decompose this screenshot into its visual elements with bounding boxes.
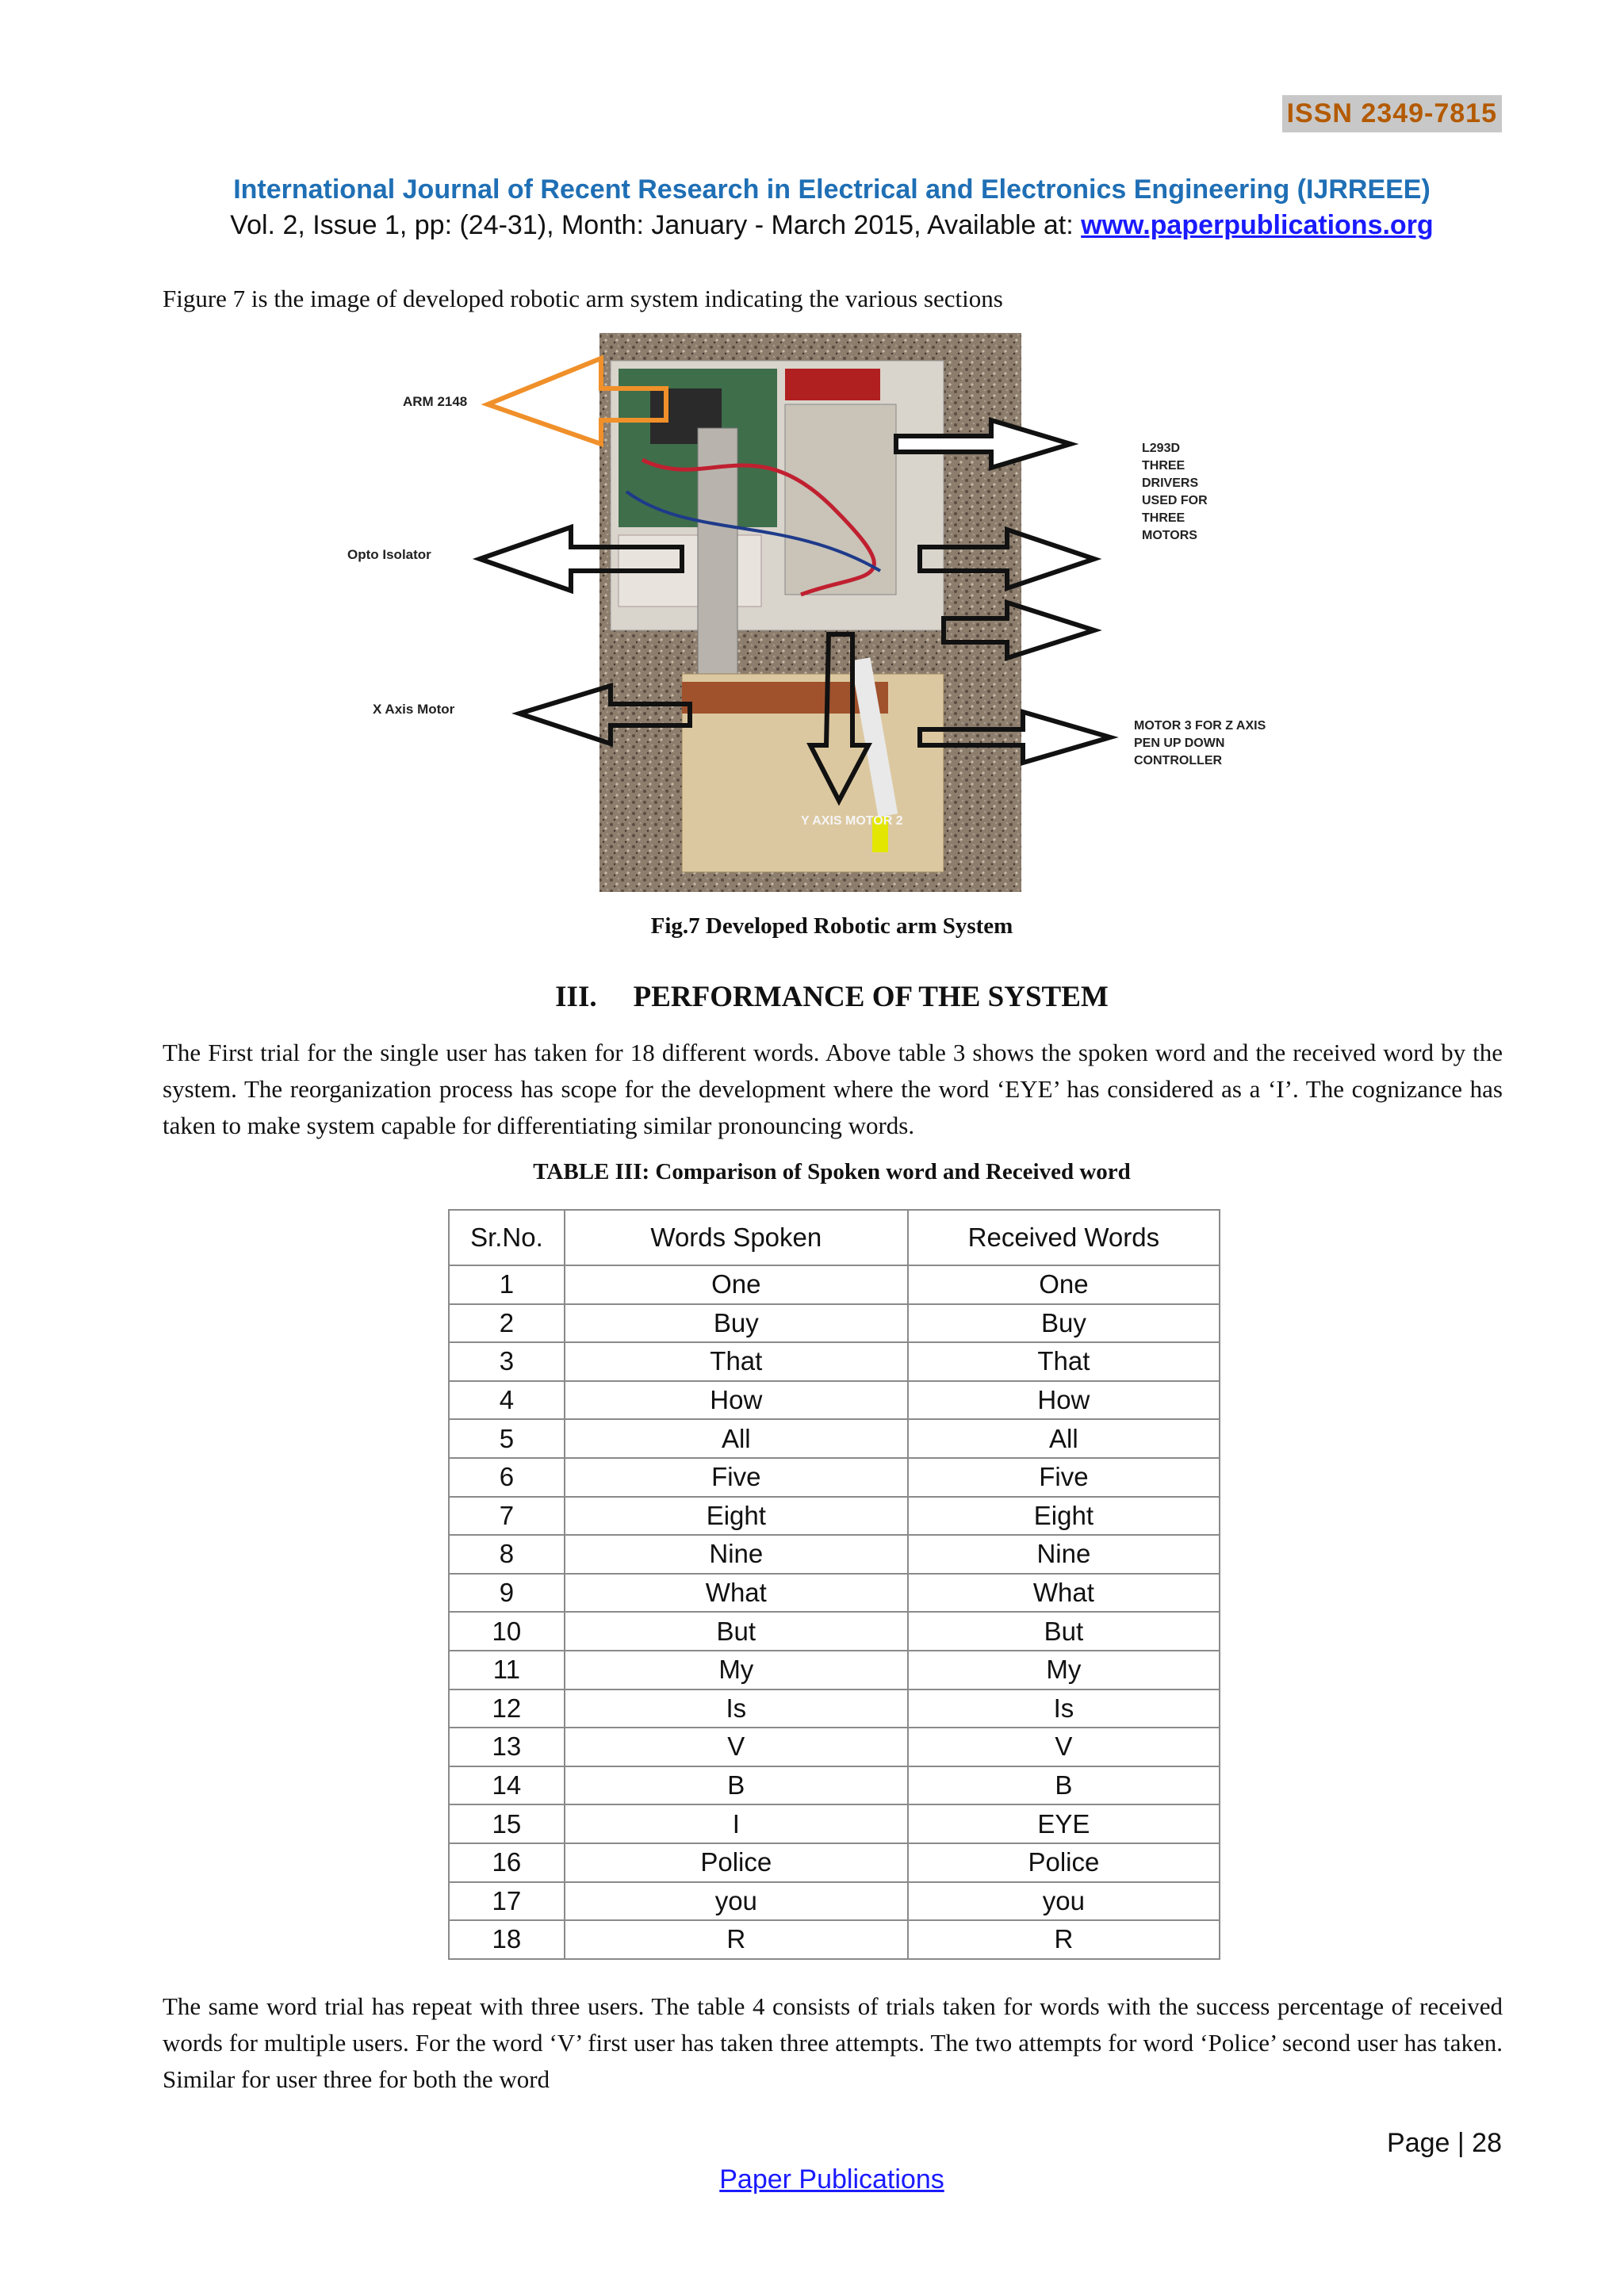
cell-sr-no: 8 (449, 1535, 565, 1574)
cell-sr-no: 15 (449, 1804, 565, 1843)
cell-word-spoken: V (565, 1728, 908, 1766)
journal-volume-line (0, 210, 1624, 241)
table-row (449, 1843, 1220, 1882)
robotic-arm-figure (309, 333, 1358, 892)
table-row (449, 1304, 1220, 1343)
cell-received-word: Five (908, 1458, 1220, 1497)
table-row (449, 1265, 1220, 1304)
cell-received-word: One (908, 1265, 1220, 1304)
cell-received-word: How (908, 1381, 1220, 1420)
section-title: PERFORMANCE OF THE SYSTEM (633, 981, 1109, 1013)
cell-word-spoken: Nine (565, 1535, 908, 1574)
cell-sr-no: 1 (449, 1265, 565, 1304)
cell-received-word: EYE (908, 1804, 1220, 1843)
cell-word-spoken: B (565, 1766, 908, 1805)
table-row (449, 1689, 1220, 1728)
cell-received-word: V (908, 1728, 1220, 1766)
motor3-line-1: MOTOR 3 FOR Z AXIS (1134, 719, 1266, 733)
figure-caption: Fig.7 Developed Robotic arm System (650, 913, 1013, 939)
cell-received-word: Nine (908, 1535, 1220, 1574)
cell-sr-no: 4 (449, 1381, 565, 1420)
cell-sr-no: 5 (449, 1419, 565, 1458)
cell-sr-no: 12 (449, 1689, 565, 1728)
table-row (449, 1766, 1220, 1805)
cell-sr-no: 6 (449, 1458, 565, 1497)
table-row (449, 1535, 1220, 1574)
trial-paragraph: The same word trial has repeat with three users. The table 4 consists of trials taken for words with the success percentage of received words for multiple users. For the word ‘V’ first user has taken three attempts. The two attempts for word ‘Police’ second user has taken. Similar for user three for both the word (163, 1992, 1503, 2093)
cell-word-spoken: Is (565, 1689, 908, 1728)
table-row (449, 1651, 1220, 1689)
cell-sr-no: 11 (449, 1651, 565, 1689)
cell-received-word: All (908, 1419, 1220, 1458)
table-row (449, 1419, 1220, 1458)
l293d-line-1: L293D (1142, 442, 1181, 455)
l293d-line-2: THREE (1142, 459, 1185, 473)
volume-text: Vol. 2, Issue 1, pp: (24-31), Month: January - March 2015, Available at: (230, 210, 1082, 240)
header-received-words: Received Words (908, 1210, 1220, 1265)
issn-label: ISSN 2349-7815 (1282, 95, 1502, 132)
cell-received-word: Police (908, 1843, 1220, 1882)
xaxis-label: X Axis Motor (373, 702, 455, 717)
cell-received-word: That (908, 1342, 1220, 1381)
table-row (449, 1920, 1220, 1959)
l293d-line-4: USED FOR (1142, 494, 1208, 507)
cell-received-word: Eight (908, 1497, 1220, 1536)
l293d-line-6: MOTORS (1142, 529, 1197, 542)
table-row (449, 1497, 1220, 1536)
cell-received-word: But (908, 1612, 1220, 1651)
table-header-row (449, 1210, 1220, 1265)
arm-label: ARM 2148 (403, 394, 468, 409)
section-heading (0, 980, 1624, 1014)
cell-sr-no: 14 (449, 1766, 565, 1805)
cell-word-spoken: That (565, 1342, 908, 1381)
opto-label: Opto Isolator (347, 547, 431, 562)
cell-sr-no: 7 (449, 1497, 565, 1536)
yaxis-label: Y AXIS MOTOR 2 (801, 814, 903, 828)
cell-received-word: R (908, 1920, 1220, 1959)
table-row (449, 1612, 1220, 1651)
cell-received-word: you (908, 1882, 1220, 1921)
motor3-line-2: PEN UP DOWN (1134, 737, 1225, 750)
cell-sr-no: 9 (449, 1574, 565, 1613)
performance-paragraph: The First trial for the single user has taken for 18 different words. Above table 3 shows the spoken word and the received word by the system. The reorganization process has scope for the development where the word ‘EYE’ has considered as a ‘I’. The cognizance has taken to make system capable for differentiating similar pronouncing words. (163, 1039, 1503, 1139)
cell-word-spoken: What (565, 1574, 908, 1613)
cell-word-spoken: Eight (565, 1497, 908, 1536)
table-row (449, 1882, 1220, 1921)
cell-word-spoken: I (565, 1804, 908, 1843)
table-row (449, 1574, 1220, 1613)
l293d-label (1142, 442, 1211, 542)
table-row (449, 1342, 1220, 1381)
cell-received-word: What (908, 1574, 1220, 1613)
cell-sr-no: 16 (449, 1843, 565, 1882)
intro-paragraph: Figure 7 is the image of developed robotic arm system indicating the various sections (163, 285, 1003, 312)
table-row (449, 1381, 1220, 1420)
cell-sr-no: 18 (449, 1920, 565, 1959)
robotic-arm-photo (309, 333, 1358, 892)
cell-word-spoken: How (565, 1381, 908, 1420)
cell-received-word: Buy (908, 1304, 1220, 1343)
table-row (449, 1728, 1220, 1766)
cell-sr-no: 13 (449, 1728, 565, 1766)
cell-received-word: B (908, 1766, 1220, 1805)
cell-sr-no: 3 (449, 1342, 565, 1381)
cell-word-spoken: Buy (565, 1304, 908, 1343)
section-number: III. (555, 981, 597, 1013)
l293d-line-5: THREE (1142, 511, 1185, 525)
l293d-line-3: DRIVERS (1142, 476, 1199, 490)
cell-word-spoken: Police (565, 1843, 908, 1882)
cell-received-word: Is (908, 1689, 1220, 1728)
driver-area (785, 404, 896, 595)
cell-word-spoken: My (565, 1651, 908, 1689)
cell-word-spoken: you (565, 1882, 908, 1921)
cell-word-spoken: One (565, 1265, 908, 1304)
comparison-table (448, 1209, 1220, 1960)
motor3-line-3: CONTROLLER (1134, 754, 1223, 767)
cell-sr-no: 10 (449, 1612, 565, 1651)
publisher-link[interactable]: Paper Publications (719, 2164, 944, 2195)
cell-sr-no: 2 (449, 1304, 565, 1343)
table-row (449, 1804, 1220, 1843)
header-words-spoken: Words Spoken (565, 1210, 908, 1265)
journal-title: International Journal of Recent Research in Electrical and Electronics Engineering (IJRREEE) (233, 174, 1431, 205)
cell-word-spoken: R (565, 1920, 908, 1959)
table-row (449, 1458, 1220, 1497)
cell-word-spoken: All (565, 1419, 908, 1458)
red-component (785, 369, 880, 400)
cell-word-spoken: Five (565, 1458, 908, 1497)
motor3-label (1134, 719, 1270, 767)
journal-website-link[interactable]: www.paperpublications.org (1081, 210, 1434, 240)
table-caption: TABLE III: Comparison of Spoken word and Received word (533, 1159, 1131, 1184)
cell-sr-no: 17 (449, 1882, 565, 1921)
cell-word-spoken: But (565, 1612, 908, 1651)
cell-received-word: My (908, 1651, 1220, 1689)
page-number: Page | 28 (1387, 2128, 1502, 2158)
header-sr-no: Sr.No. (449, 1210, 565, 1265)
